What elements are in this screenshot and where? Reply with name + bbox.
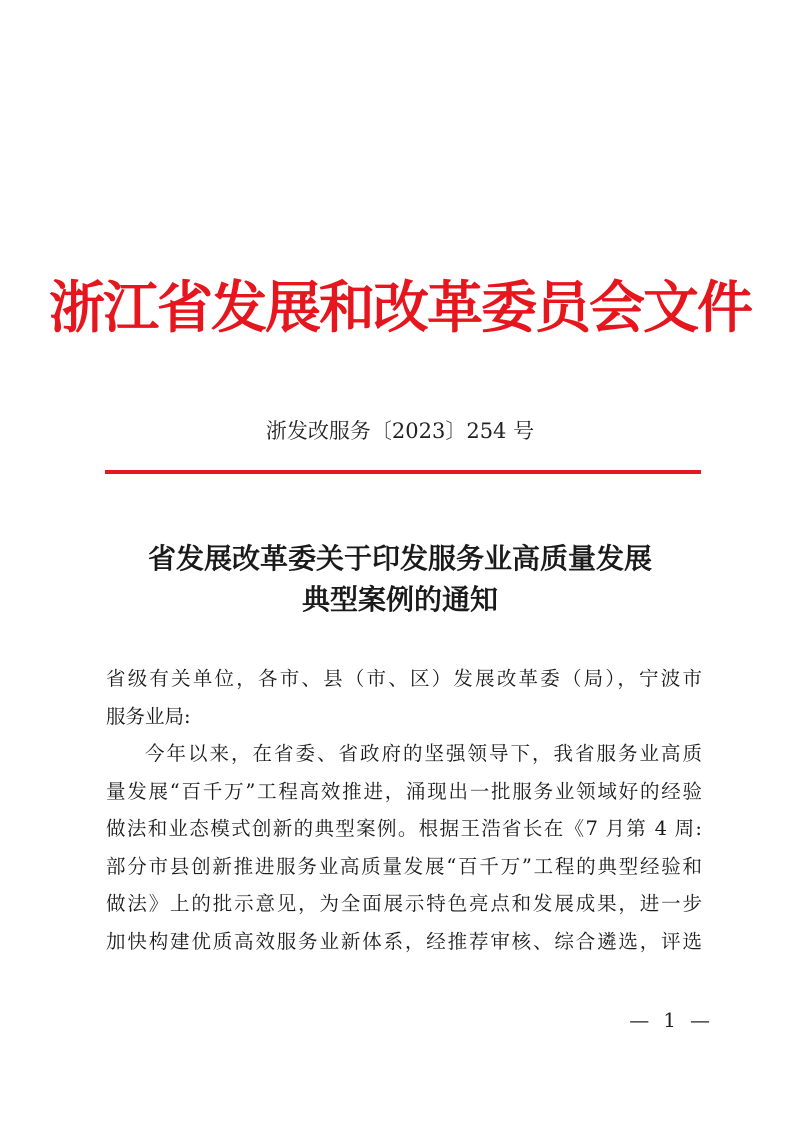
paragraph-line: 做法》上的批示意见，为全面展示特色亮点和发展成果，进一步 <box>106 892 702 915</box>
addressee-line: 省级有关单位，各市、县（市、区）发展改革委（局），宁波市 <box>106 667 702 690</box>
page-number: 1 <box>663 1008 676 1032</box>
paragraph-line: 量发展“百千万”工程高效推进，涌现出一批服务业领域好的经验 <box>106 779 702 803</box>
document-body <box>106 660 702 960</box>
paragraph-line: 做法和业态模式创新的典型案例。根据王浩省长在《7 月第 4 周: <box>106 817 702 840</box>
paragraph-line: 加快构建优质高效服务业新体系，经推荐审核、综合遴选，评选 <box>106 929 702 953</box>
document-masthead: 浙江省发展和改革委员会文件 <box>49 275 751 341</box>
notice-title <box>0 538 800 620</box>
page-dash-left: — <box>629 1008 650 1032</box>
red-divider-rule <box>105 470 701 474</box>
notice-title-line-2: 典型案例的通知 <box>301 583 498 616</box>
notice-title-line-1: 省发展改革委关于印发服务业高质量发展 <box>147 542 652 575</box>
page-dash-right: — <box>690 1008 710 1032</box>
page-footer <box>560 1006 710 1034</box>
paragraph-line: 今年以来，在省委、省政府的坚强领导下，我省服务业高质 <box>145 742 702 765</box>
document-number: 浙发改服务〔2023〕254 号 <box>265 419 535 443</box>
addressee-line: 服务业局: <box>106 704 191 728</box>
paragraph-line: 部分市县创新推进服务业高质量发展“百千万”工程的典型经验和 <box>106 854 702 878</box>
